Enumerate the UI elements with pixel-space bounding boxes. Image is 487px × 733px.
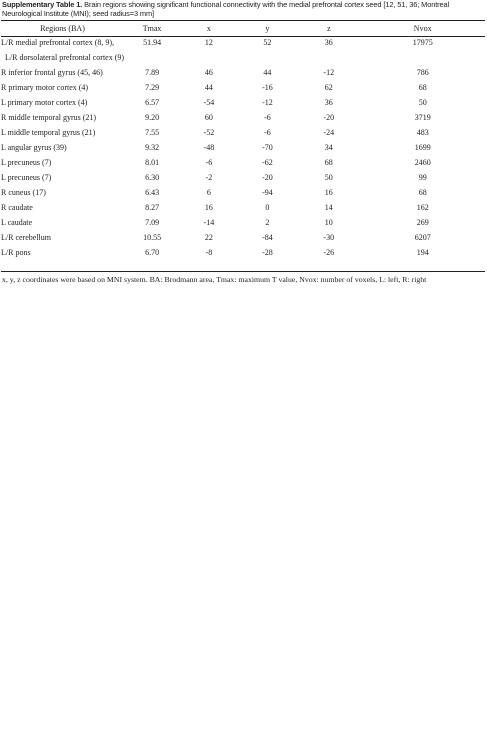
cell-tmax: 8.27 (145, 203, 160, 212)
cell-tmax: 7.89 (145, 68, 160, 77)
table-row (1, 140, 485, 155)
cell-region: L precuneus (7) (1, 173, 52, 182)
table-row (1, 110, 485, 125)
cell-region: R middle temporal gyrus (21) (1, 113, 97, 122)
cell-y: -6 (264, 113, 271, 122)
header-y: y (265, 24, 270, 33)
cell-nvox: 1699 (414, 143, 431, 152)
cell-y: -94 (262, 188, 273, 197)
cell-y: -12 (262, 98, 273, 107)
cell-z: 36 (324, 98, 333, 107)
cell-z: 14 (324, 203, 333, 212)
cell-nvox: 483 (416, 128, 429, 137)
cell-y: -16 (262, 83, 273, 92)
cell-x: -2 (205, 173, 213, 182)
cell-x: -6 (205, 158, 213, 167)
table-bottom-rule (1, 271, 485, 272)
table-header-row (1, 21, 485, 36)
table-row (1, 230, 485, 245)
cell-region: R primary motor cortex (4) (1, 83, 89, 92)
cell-tmax: 7.29 (145, 83, 160, 92)
cell-tmax: 9.20 (145, 113, 160, 122)
cell-region: L/R cerebellum (1, 233, 51, 242)
cell-y: 44 (263, 68, 272, 77)
cell-z: 10 (324, 218, 333, 227)
cell-y: -20 (262, 173, 273, 182)
cell-x: 46 (204, 68, 213, 77)
cell-tmax: 6.30 (145, 173, 160, 182)
cell-nvox: 2460 (414, 158, 431, 167)
cell-tmax: 7.55 (145, 128, 160, 137)
cell-x: -54 (203, 98, 215, 107)
cell-nvox: 194 (416, 248, 429, 257)
table-row (1, 125, 485, 140)
cell-nvox: 786 (416, 68, 429, 77)
cell-region: R caudate (1, 203, 33, 212)
cell-y: -6 (264, 128, 271, 137)
cell-x: -52 (203, 128, 215, 137)
cell-nvox: 68 (418, 188, 427, 197)
table-row (1, 245, 485, 260)
cell-y (238, 50, 297, 65)
header-z: z (326, 24, 331, 33)
cell-y: 2 (265, 218, 270, 227)
cell-z (297, 50, 360, 65)
cell-z: -24 (323, 128, 335, 137)
cell-y: -84 (262, 233, 273, 242)
cell-tmax: 8.01 (145, 158, 160, 167)
cell-z: -30 (323, 233, 335, 242)
cell-region: L/R medial prefrontal cortex (8, 9), (1, 38, 115, 47)
cell-region: R inferior frontal gyrus (45, 46) (1, 68, 103, 77)
cell-x: -8 (205, 248, 213, 257)
table-row (1, 185, 485, 200)
cell-x: 44 (204, 83, 213, 92)
table-row (1, 50, 485, 65)
cell-nvox: 269 (416, 218, 429, 227)
cell-y: 52 (263, 38, 272, 47)
header-x: x (206, 24, 211, 33)
cell-nvox: 162 (416, 203, 429, 212)
header-nvox: Nvox (413, 24, 432, 33)
cell-x: 6 (206, 188, 211, 197)
cell-x: -14 (203, 218, 215, 227)
cell-z: 68 (324, 158, 333, 167)
table-row (1, 80, 485, 95)
results-table (1, 21, 485, 260)
cell-tmax: 6.57 (145, 98, 160, 107)
caption-text: Brain regions showing significant functional connectivity with the medial prefrontal cortex seed [12, 51, 36; Montreal Neurological Institute (MNI); seed radius=3 mm] (2, 0, 450, 18)
cell-region: L/R dorsolateral prefrontal cortex (9) (5, 53, 125, 62)
cell-tmax: 51.94 (143, 38, 162, 47)
table-row (1, 95, 485, 110)
cell-x: -48 (203, 143, 215, 152)
header-tmax: Tmax (142, 24, 162, 33)
cell-nvox: 99 (418, 173, 427, 182)
cell-region: L angular gyrus (39) (1, 143, 67, 152)
cell-z: -26 (323, 248, 335, 257)
cell-nvox: 50 (418, 98, 427, 107)
cell-nvox: 3719 (414, 113, 431, 122)
cell-x: 60 (204, 113, 213, 122)
cell-z: 16 (324, 188, 333, 197)
cell-z: 50 (324, 173, 333, 182)
cell-z: -12 (323, 68, 335, 77)
cell-x: 12 (204, 38, 213, 47)
cell-region: R cuneus (17) (1, 188, 46, 197)
cell-nvox: 6207 (414, 233, 431, 242)
table-caption (2, 1, 486, 18)
cell-nvox (360, 50, 485, 65)
table-row (1, 155, 485, 170)
cell-region: L primary motor cortex (4) (1, 98, 88, 107)
header-regions: Regions (BA) (40, 24, 85, 33)
table-row (1, 170, 485, 185)
table-row (1, 200, 485, 215)
table-row (1, 65, 485, 80)
cell-region: L caudate (1, 218, 33, 227)
table-row (1, 36, 485, 50)
cell-z: 62 (324, 83, 333, 92)
cell-region: L precuneus (7) (1, 158, 52, 167)
caption-label: Supplementary Table 1. (2, 0, 83, 9)
cell-tmax: 7.09 (145, 218, 160, 227)
cell-tmax: 6.43 (145, 188, 160, 197)
cell-region: L/R pons (1, 248, 31, 257)
cell-x: 16 (204, 203, 213, 212)
table-body (1, 36, 485, 260)
cell-tmax (124, 50, 180, 65)
table-footnote: x, y, z coordinates were based on MNI system. BA: Brodmann area, Tmax: maximum T value, Nvox: number of voxels, L: left, R: right (2, 275, 427, 284)
cell-y: -62 (262, 158, 273, 167)
cell-y: 0 (265, 203, 270, 212)
cell-tmax: 10.55 (143, 233, 162, 242)
cell-nvox: 68 (418, 83, 427, 92)
cell-y: -28 (262, 248, 273, 257)
cell-tmax: 9.32 (145, 143, 160, 152)
cell-x: 22 (204, 233, 213, 242)
cell-z: -20 (323, 113, 335, 122)
cell-region: L middle temporal gyrus (21) (1, 128, 96, 137)
cell-z: 34 (324, 143, 333, 152)
cell-tmax: 6.70 (145, 248, 160, 257)
cell-nvox: 17975 (412, 38, 433, 47)
table-row (1, 215, 485, 230)
cell-z: 36 (324, 38, 333, 47)
cell-x (180, 50, 238, 65)
cell-y: -70 (262, 143, 273, 152)
